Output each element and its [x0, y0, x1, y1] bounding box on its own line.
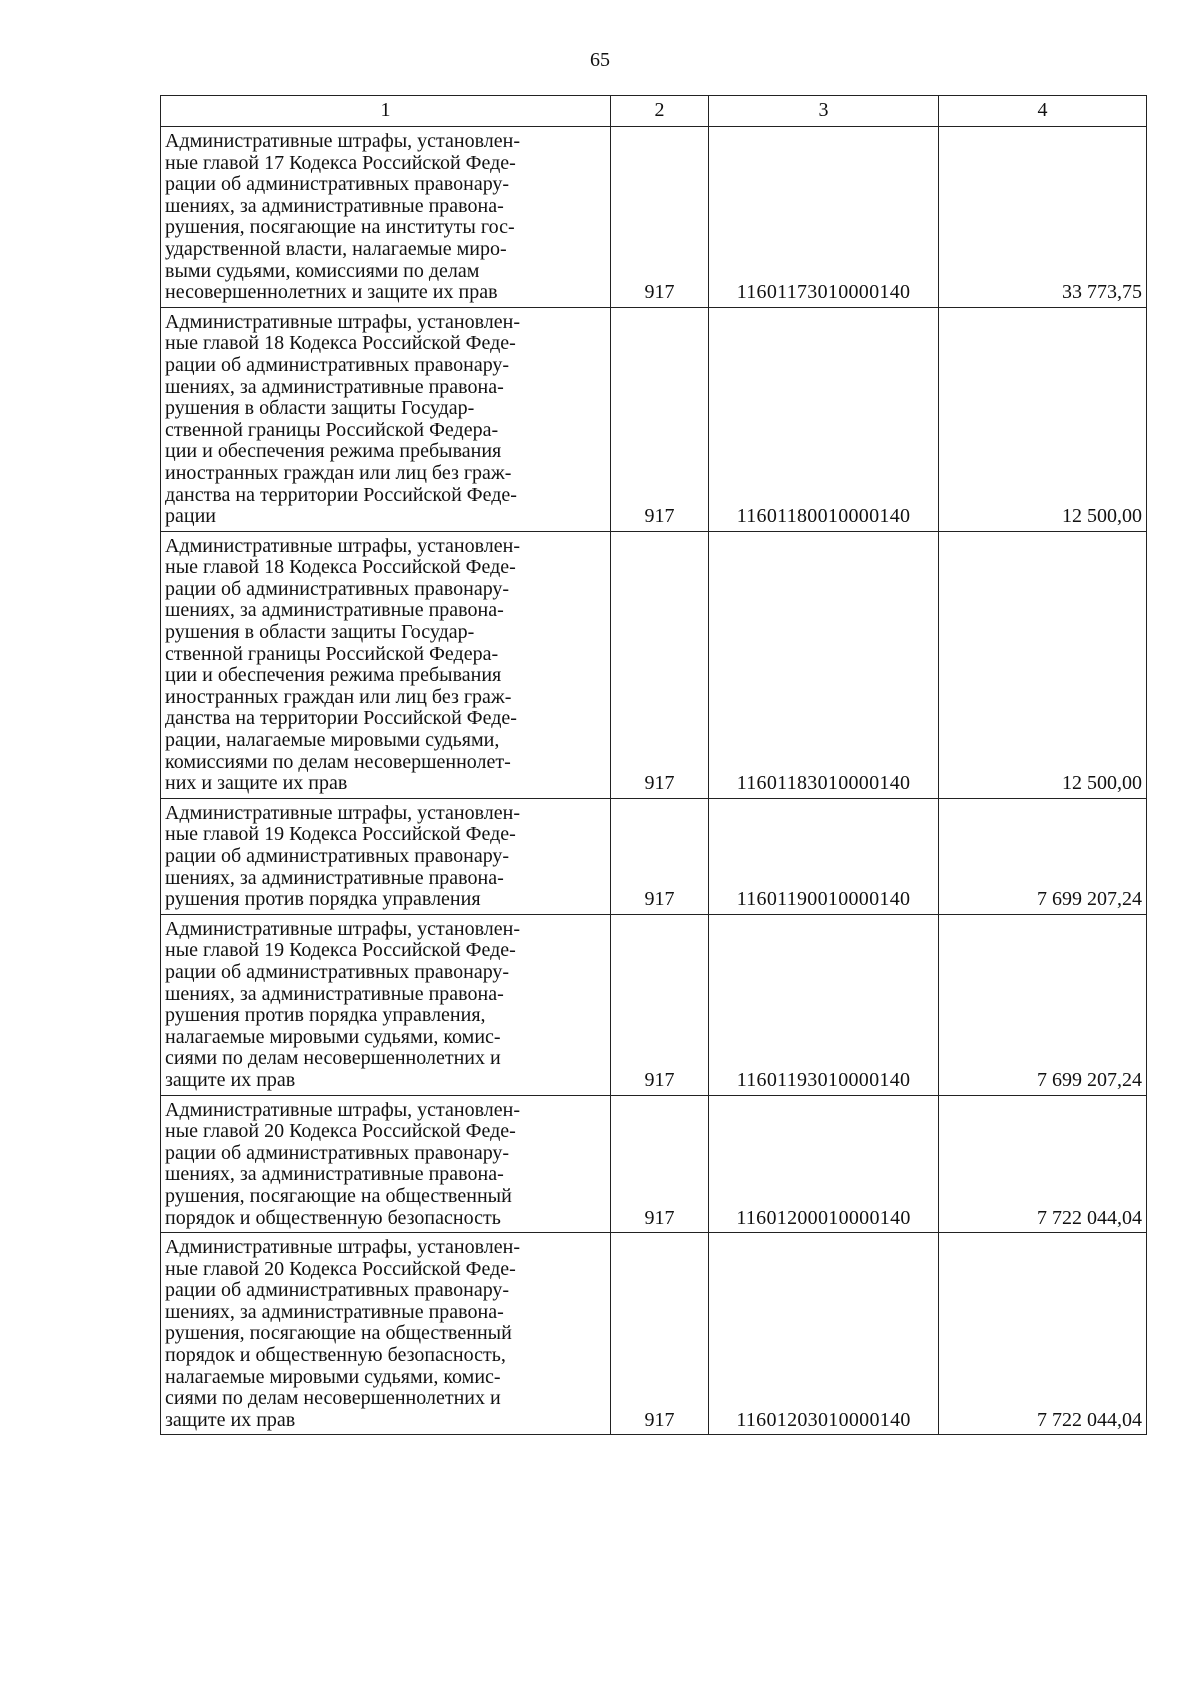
description-line: рации об административных правонару- [165, 577, 510, 600]
description-line: шениях, за административные правона- [165, 599, 504, 622]
column-header-2: 2 [611, 96, 709, 127]
description-line: рушения, посягающие на общественный [165, 1184, 512, 1207]
description-line: Административные штрафы, установлен- [165, 917, 521, 940]
table-row [161, 914, 1147, 1095]
description-line: порядок и общественную безопасность, [165, 1344, 506, 1367]
row-admin-code: 917 [611, 914, 709, 1095]
table-row [161, 798, 1147, 914]
description-line: выми судьями, комиссиями по делам [165, 259, 480, 282]
row-admin-code: 917 [611, 531, 709, 798]
description-line: Административные штрафы, установлен- [165, 801, 521, 824]
description-line: рации об административных правонару- [165, 173, 510, 196]
description-line: рушения, посягающие на институты гос- [165, 216, 515, 239]
table-row [161, 1095, 1147, 1233]
description-line: налагаемые мировыми судьями, комис- [165, 1025, 501, 1048]
row-amount: 7 699 207,24 [939, 798, 1147, 914]
page-number: 65 [590, 49, 610, 71]
description-line: порядок и общественную безопасность [165, 1206, 501, 1229]
row-budget-code: 11601193010000140 [709, 914, 939, 1095]
description-line: ные главой 19 Кодекса Российской Феде- [165, 939, 516, 962]
description-line: сиями по делам несовершеннолетних и [165, 1387, 501, 1410]
description-line: рушения в области защиты Государ- [165, 397, 475, 420]
column-header-4: 4 [939, 96, 1147, 127]
row-admin-code: 917 [611, 307, 709, 531]
description-line: ные главой 20 Кодекса Российской Феде- [165, 1257, 516, 1280]
row-description [161, 127, 611, 308]
row-amount: 7 699 207,24 [939, 914, 1147, 1095]
description-line: защите их прав [165, 1068, 296, 1091]
description-line: ные главой 18 Кодекса Российской Феде- [165, 556, 516, 579]
description-line: рации об административных правонару- [165, 1279, 510, 1302]
description-line: ственной границы Российской Федера- [165, 642, 499, 665]
row-budget-code: 11601173010000140 [709, 127, 939, 308]
row-budget-code: 11601200010000140 [709, 1095, 939, 1233]
description-line: ные главой 19 Кодекса Российской Феде- [165, 823, 516, 846]
row-admin-code: 917 [611, 1233, 709, 1435]
description-line: иностранных граждан или лиц без граж- [165, 461, 512, 484]
row-description [161, 1233, 611, 1435]
row-amount: 7 722 044,04 [939, 1095, 1147, 1233]
description-line: ные главой 18 Кодекса Российской Феде- [165, 332, 516, 355]
description-line: ударственной власти, налагаемые миро- [165, 237, 507, 260]
description-line: защите их прав [165, 1408, 296, 1431]
row-description [161, 531, 611, 798]
description-line: рации об административных правонару- [165, 353, 510, 376]
description-line: налагаемые мировыми судьями, комис- [165, 1365, 501, 1388]
row-budget-code: 11601190010000140 [709, 798, 939, 914]
table-row [161, 531, 1147, 798]
row-budget-code: 11601183010000140 [709, 531, 939, 798]
description-line: рушения в области защиты Государ- [165, 621, 475, 644]
column-header-1: 1 [161, 96, 611, 127]
description-line: ции и обеспечения режима пребывания [165, 440, 502, 463]
table-body [161, 127, 1147, 1435]
description-line: рушения против порядка управления [165, 888, 481, 911]
description-line: рушения против порядка управления, [165, 1004, 486, 1027]
row-amount: 33 773,75 [939, 127, 1147, 308]
description-line: Административные штрафы, установлен- [165, 1098, 521, 1121]
description-line: ные главой 17 Кодекса Российской Феде- [165, 151, 516, 174]
description-line: ственной границы Российской Федера- [165, 418, 499, 441]
description-line: данства на территории Российской Феде- [165, 707, 517, 730]
description-line: рушения, посягающие на общественный [165, 1322, 512, 1345]
row-description [161, 1095, 611, 1233]
description-line: данства на территории Российской Феде- [165, 483, 517, 506]
description-line: шениях, за административные правона- [165, 982, 504, 1005]
row-admin-code: 917 [611, 1095, 709, 1233]
description-line: комиссиями по делам несовершеннолет- [165, 750, 511, 773]
description-line: них и защите их прав [165, 772, 348, 795]
description-line: иностранных граждан или лиц без граж- [165, 685, 512, 708]
description-line: Административные штрафы, установлен- [165, 1236, 521, 1259]
description-line: шениях, за административные правона- [165, 375, 504, 398]
budget-table [160, 95, 1147, 1435]
description-line: рации об административных правонару- [165, 960, 510, 983]
row-admin-code: 917 [611, 798, 709, 914]
row-amount: 12 500,00 [939, 531, 1147, 798]
row-budget-code: 11601203010000140 [709, 1233, 939, 1435]
row-budget-code: 11601180010000140 [709, 307, 939, 531]
description-line: сиями по делам несовершеннолетних и [165, 1047, 501, 1070]
table-row [161, 307, 1147, 531]
row-admin-code: 917 [611, 127, 709, 308]
description-line: шениях, за административные правона- [165, 866, 504, 889]
row-description [161, 307, 611, 531]
description-line: ные главой 20 Кодекса Российской Феде- [165, 1120, 516, 1143]
description-line: Административные штрафы, установлен- [165, 534, 521, 557]
table-header-row [161, 96, 1147, 127]
description-line: ции и обеспечения режима пребывания [165, 664, 502, 687]
description-line: рации, налагаемые мировыми судьями, [165, 729, 500, 752]
description-line: рации об административных правонару- [165, 1141, 510, 1164]
row-amount: 12 500,00 [939, 307, 1147, 531]
description-line: шениях, за административные правона- [165, 1300, 504, 1323]
description-line: шениях, за административные правона- [165, 1163, 504, 1186]
description-line: несовершеннолетних и защите их прав [165, 281, 498, 304]
description-line: шениях, за административные правона- [165, 194, 504, 217]
table-row [161, 1233, 1147, 1435]
description-line: Административные штрафы, установлен- [165, 310, 521, 333]
description-line: Административные штрафы, установлен- [165, 130, 521, 152]
row-amount: 7 722 044,04 [939, 1233, 1147, 1435]
description-line: рации [165, 505, 216, 528]
table-row [161, 127, 1147, 308]
row-description [161, 914, 611, 1095]
column-header-3: 3 [709, 96, 939, 127]
row-description [161, 798, 611, 914]
description-line: рации об административных правонару- [165, 845, 510, 867]
